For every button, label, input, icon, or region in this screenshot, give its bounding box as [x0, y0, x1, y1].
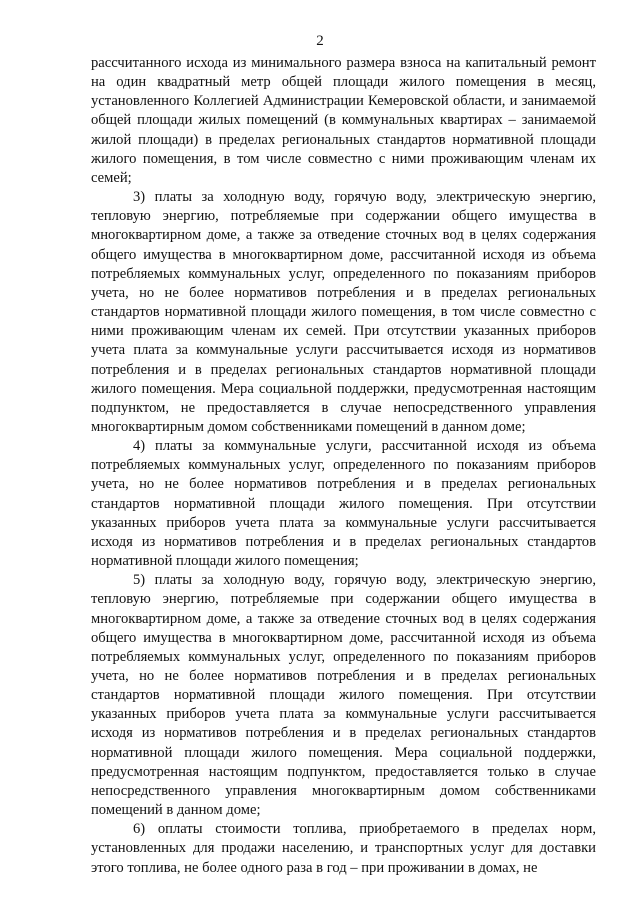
paragraph-continuation	[91, 54, 596, 188]
paragraph-text: рассчитанного исхода из минимального размера взноса на капитальный ремонт на один квадратный метр общей площади жилого помещения в месяц, установленного Коллегией Администрации Кемеровской области, и занимаемой общей площади жилых помещений (в коммунальных квартирах – занимаемой жилой площади) в пределах региональных стандартов нормативной площади жилого помещения, в том числе совместно с ними проживающим членам их семей;	[91, 55, 596, 186]
document-body	[91, 54, 596, 878]
paragraph-item-4	[91, 437, 596, 571]
paragraph-item-6	[91, 820, 596, 877]
page-number: 2	[316, 33, 324, 49]
paragraph-text: 3) платы за холодную воду, горячую воду, электрическую энергию, тепловую энергию, потребляемые при содержании общего имущества в многоквартирном доме, а также за отведение сточных вод в целях содержания общего имущества в многоквартирном доме, рассчитанной исходя из объема потребляемых коммунальных услуг, определенного по показаниям приборов учета, но не более нормативов потребления и в пределах региональных стандартов нормативной площади жилого помещения, в том числе совместно с ними проживающим членам их семей. При отсутствии указанных приборов учета плата за коммунальные услуги рассчитывается исходя из нормативов потребления и в пределах региональных стандартов нормативной площади жилого помещения. Мера социальной поддержки, предусмотренная настоящим подпунктом, не предоставляется в случае непосредственного управления многоквартирным домом собственниками помещений в данном доме;	[91, 189, 596, 435]
paragraph-text: 6) оплаты стоимости топлива, приобретаемого в пределах норм, установленных для продажи населению, и транспортных услуг для доставки этого топлива, не более одного раза в год – при проживании в домах, не	[91, 821, 596, 876]
paragraph-text: 4) платы за коммунальные услуги, рассчитанной исходя из объема потребляемых коммунальных услуг, определенного по показаниям приборов учета, но не более нормативов потребления и в пределах региональных стандартов нормативной площади жилого помещения. При отсутствии указанных приборов учета плата за коммунальные услуги рассчитывается исходя из нормативов потребления и в пределах региональных стандартов нормативной площади жилого помещения;	[91, 438, 596, 570]
paragraph-item-5	[91, 571, 596, 820]
paragraph-text: 5) платы за холодную воду, горячую воду, электрическую энергию, тепловую энергию, потребляемые при содержании общего имущества в многоквартирном доме, а также за отведение сточных вод в целях содержания общего имущества в многоквартирном доме, рассчитанной исходя из объема потребляемых коммунальных услуг, определенного по показаниям приборов учета, но не более нормативов потребления и в пределах региональных стандартов нормативной площади жилого помещения. При отсутствии указанных приборов учета плата за коммунальные услуги рассчитывается исходя из нормативов потребления и в пределах региональных стандартов нормативной площади жилого помещения. Мера социальной поддержки, предусмотренная настоящим подпунктом, предоставляется только в случае непосредственного управления многоквартирным домом собственниками помещений в данном доме;	[91, 572, 596, 819]
paragraph-item-3	[91, 188, 596, 437]
